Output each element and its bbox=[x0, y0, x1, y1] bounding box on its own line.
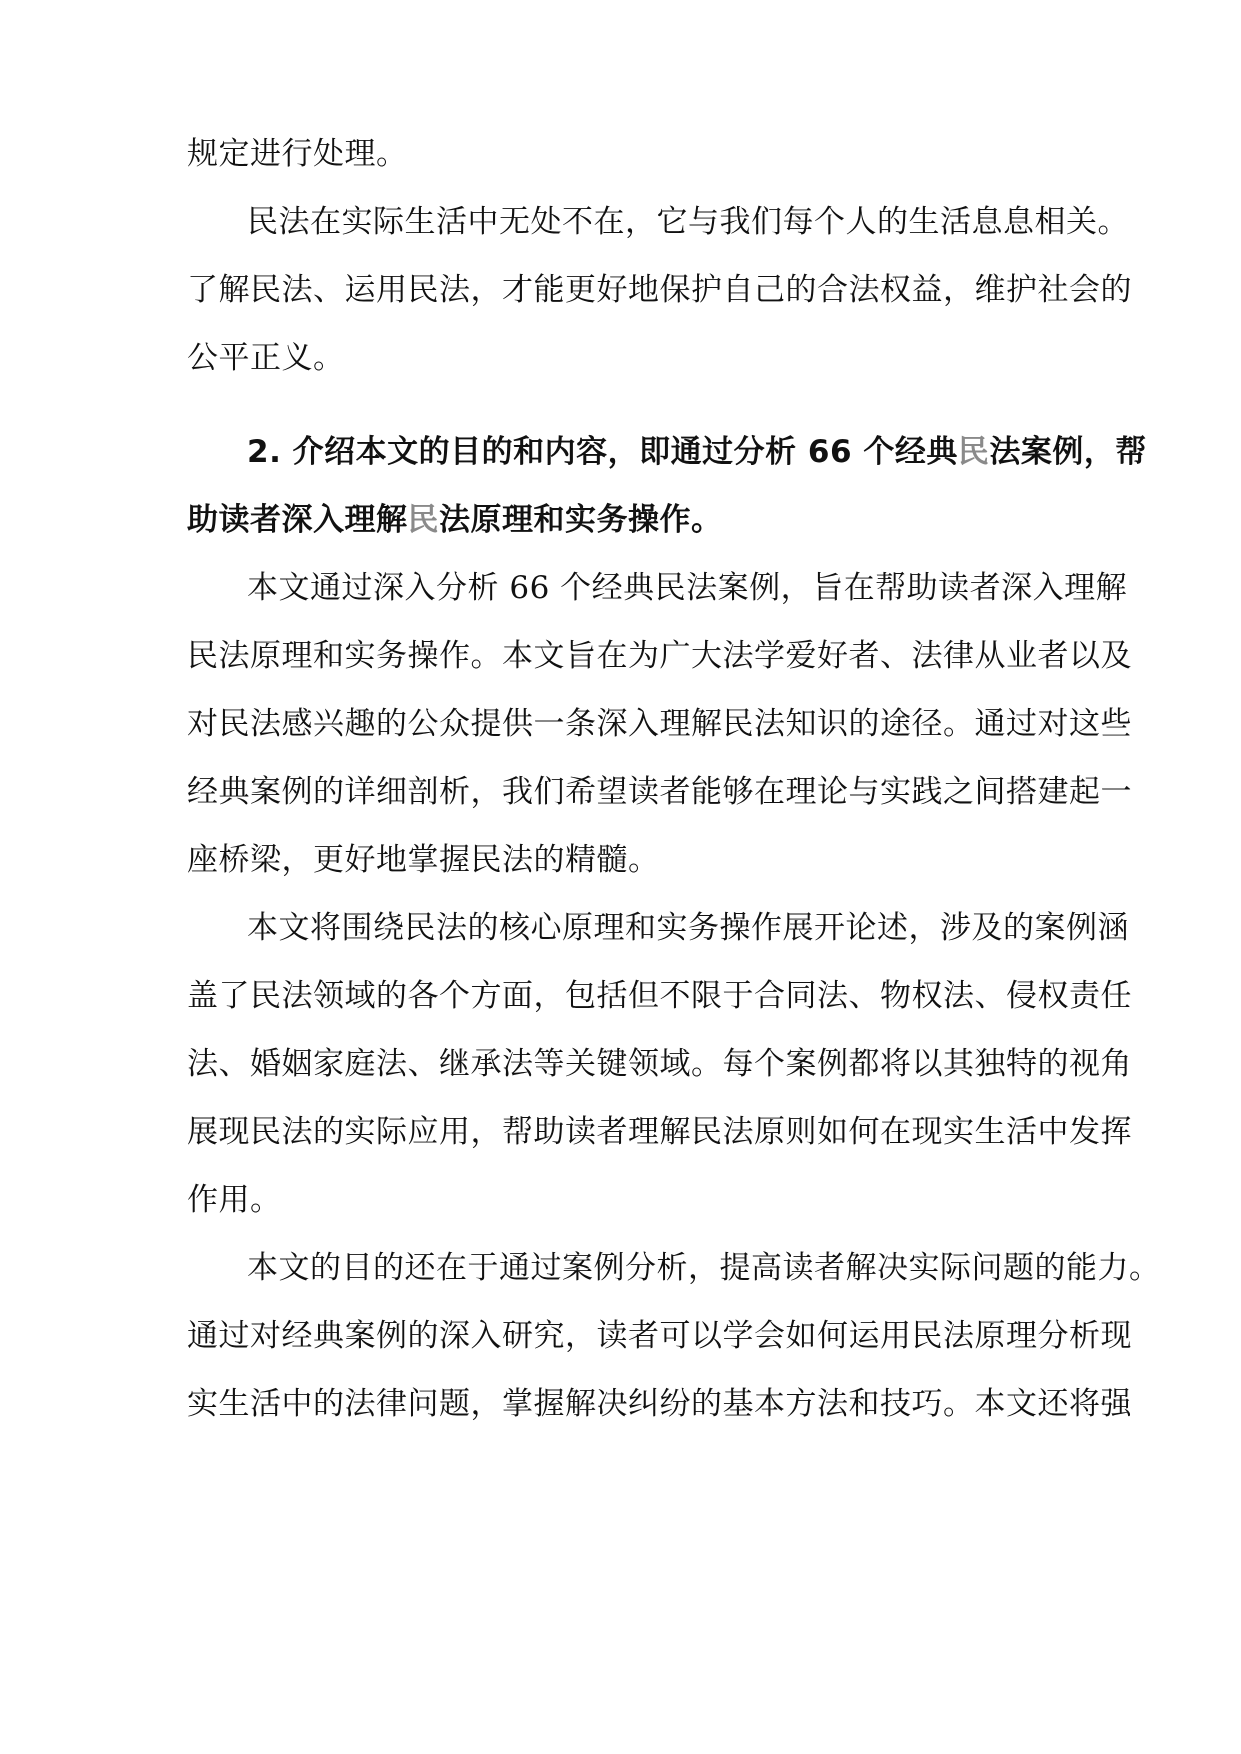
body-line: 民法原理和实务操作。本文旨在为广大法学爱好者、法律从业者以及 bbox=[187, 638, 1132, 674]
body-line: 对民法感兴趣的公众提供一条深入理解民法知识的途径。通过对这些 bbox=[187, 706, 1132, 742]
body-line: 作用。 bbox=[187, 1182, 282, 1218]
heading-highlight: 民 bbox=[407, 502, 439, 538]
body-line: 座桥梁，更好地掌握民法的精髓。 bbox=[187, 842, 660, 878]
heading-text: 2. 介绍本文的目的和内容，即通过分析 66 个经典 bbox=[247, 434, 958, 470]
body-line: 法、婚姻家庭法、继承法等关键领域。每个案例都将以其独特的视角 bbox=[187, 1046, 1132, 1082]
body-line: 实生活中的法律问题，掌握解决纠纷的基本方法和技巧。本文还将强 bbox=[187, 1386, 1132, 1422]
section-heading-line-1 bbox=[247, 432, 1147, 472]
body-line: 展现民法的实际应用，帮助读者理解民法原则如何在现实生活中发挥 bbox=[187, 1114, 1132, 1150]
section-heading-line-2 bbox=[187, 500, 723, 540]
body-line: 了解民法、运用民法，才能更好地保护自己的合法权益，维护社会的 bbox=[187, 272, 1132, 308]
body-line: 经典案例的详细剖析，我们希望读者能够在理论与实践之间搭建起一 bbox=[187, 774, 1132, 810]
heading-text: 助读者深入理解 bbox=[187, 502, 408, 538]
heading-highlight: 民 bbox=[957, 434, 990, 470]
body-line: 本文的目的还在于通过案例分析，提高读者解决实际问题的能力。 bbox=[247, 1250, 1161, 1286]
body-line: 盖了民法领域的各个方面，包括但不限于合同法、物权法、侵权责任 bbox=[187, 978, 1132, 1014]
heading-text: 法案例，帮 bbox=[989, 434, 1147, 470]
body-line: 民法在实际生活中无处不在，它与我们每个人的生活息息相关。 bbox=[247, 204, 1129, 240]
body-line: 规定进行处理。 bbox=[187, 136, 408, 172]
body-line: 通过对经典案例的深入研究，读者可以学会如何运用民法原理分析现 bbox=[187, 1318, 1132, 1354]
body-line: 公平正义。 bbox=[187, 340, 345, 376]
heading-text: 法原理和实务操作。 bbox=[439, 502, 723, 538]
body-line: 本文通过深入分析 66 个经典民法案例，旨在帮助读者深入理解 bbox=[247, 570, 1128, 606]
body-line: 本文将围绕民法的核心原理和实务操作展开论述，涉及的案例涵 bbox=[247, 910, 1129, 946]
